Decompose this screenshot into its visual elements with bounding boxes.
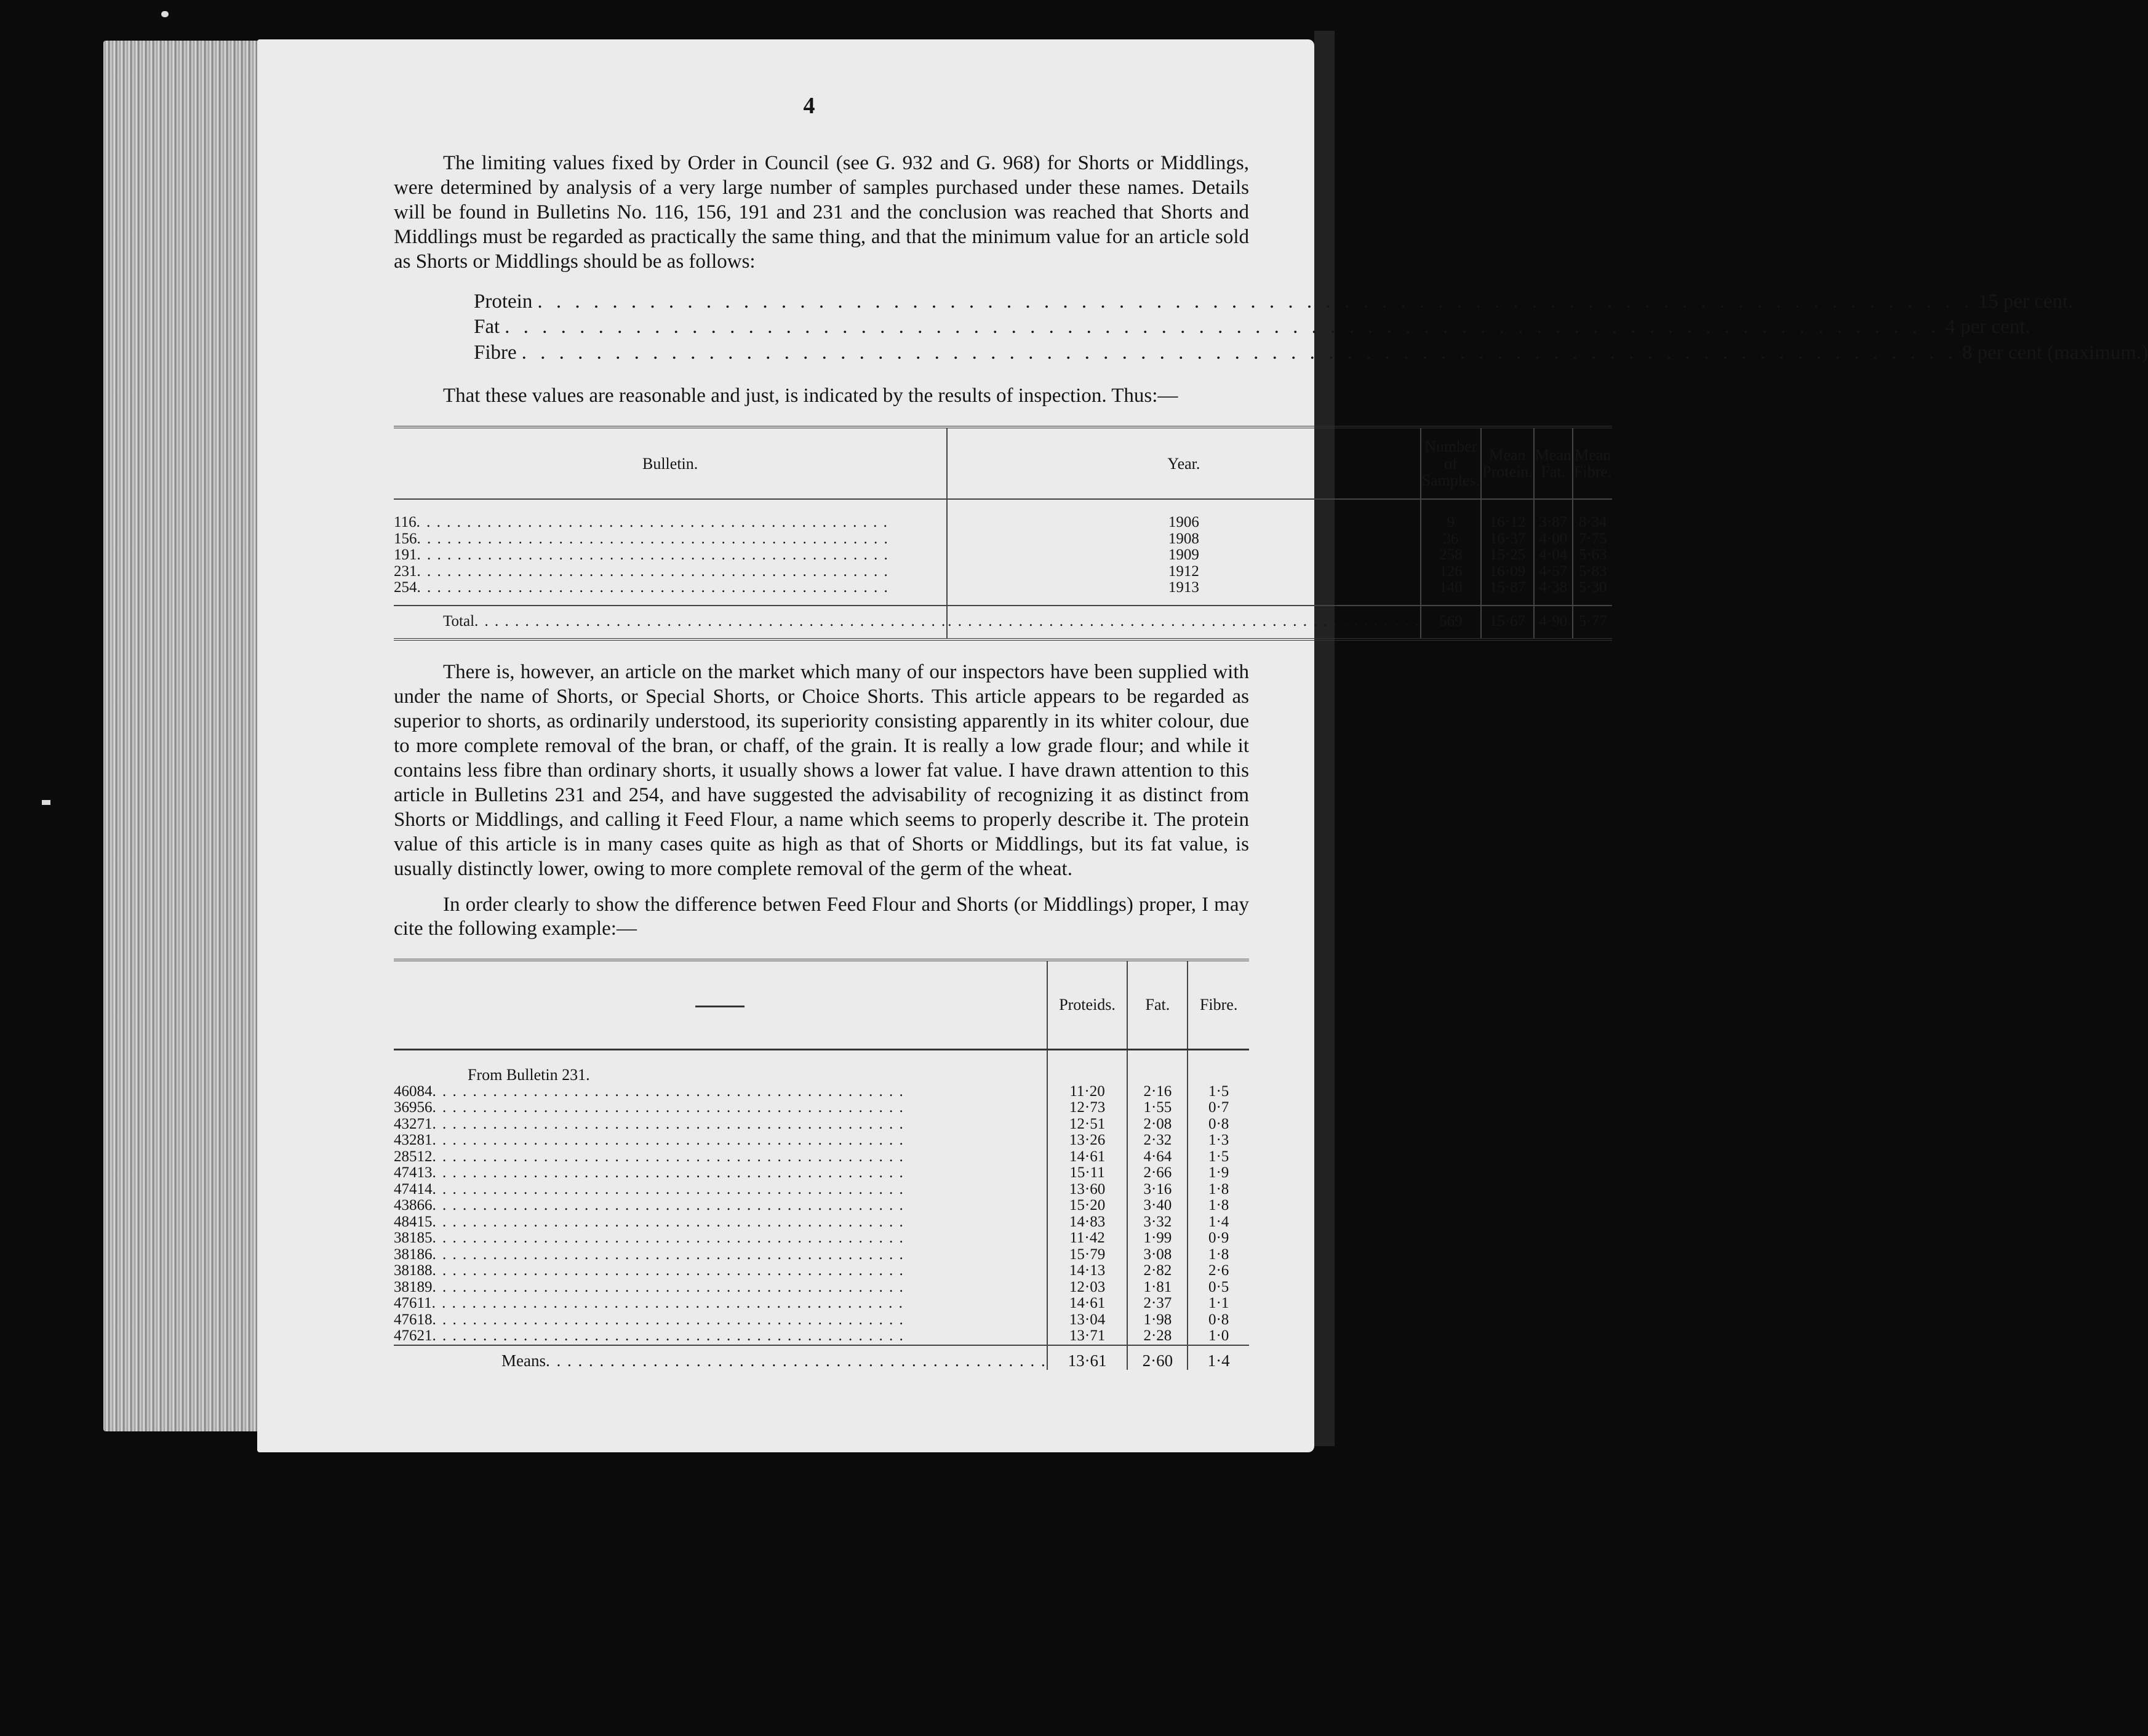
samples-cell: 140 xyxy=(1421,580,1482,606)
proteids-cell: 11·20 xyxy=(1047,1084,1128,1100)
leader-dots xyxy=(433,1230,904,1246)
sample-id: 47621 xyxy=(394,1327,433,1345)
limit-value: 15 per cent. xyxy=(1978,290,2074,313)
fat-cell: 1·81 xyxy=(1127,1279,1188,1296)
table-row xyxy=(394,1247,1249,1263)
col-header-bulletin: Bulletin. xyxy=(394,427,947,499)
table-row xyxy=(394,1328,1249,1345)
fibre-cell: 0·8 xyxy=(1188,1116,1249,1133)
protein-cell: 15·87 xyxy=(1481,580,1534,606)
table-row xyxy=(394,1165,1249,1182)
fat-cell: 3·08 xyxy=(1127,1247,1188,1263)
leader-dots xyxy=(433,1099,904,1116)
total-protein: 15·67 xyxy=(1481,606,1534,640)
proteids-cell: 13·04 xyxy=(1047,1312,1128,1329)
fat-cell: 2·82 xyxy=(1127,1263,1188,1279)
fibre-cell: 1·5 xyxy=(1188,1084,1249,1100)
fat-cell: 4·04 xyxy=(1534,547,1573,564)
fibre-cell: 1·8 xyxy=(1188,1198,1249,1214)
means-fibre: 1·4 xyxy=(1188,1345,1249,1370)
protein-cell: 16·12 xyxy=(1481,499,1534,531)
fat-cell: 1·98 xyxy=(1127,1312,1188,1329)
table-row xyxy=(394,580,1612,606)
protein-cell: 16·37 xyxy=(1481,531,1534,548)
scan-speck xyxy=(42,800,50,805)
sample-id: 46084 xyxy=(394,1082,433,1100)
means-proteids: 13·61 xyxy=(1047,1345,1128,1370)
fibre-cell: 0·9 xyxy=(1188,1230,1249,1247)
leader-dots xyxy=(433,1148,904,1165)
sample-id: 47611 xyxy=(394,1295,432,1312)
proteids-cell: 11·42 xyxy=(1047,1230,1128,1247)
leader-dots xyxy=(433,1246,904,1263)
fat-cell: 4·38 xyxy=(1534,580,1573,606)
total-samples: 569 xyxy=(1421,606,1482,640)
table-row xyxy=(394,1182,1249,1198)
leader-dots xyxy=(433,1327,904,1344)
fibre-cell: 0·5 xyxy=(1188,1279,1249,1296)
samples-cell: 36 xyxy=(1421,531,1482,548)
fibre-cell: 1·0 xyxy=(1188,1328,1249,1345)
leader-dots xyxy=(417,546,889,563)
table-row xyxy=(394,531,1612,548)
leader-dots xyxy=(417,579,889,596)
col-header-samples: Number of Samples. xyxy=(1421,427,1482,499)
limit-row xyxy=(474,289,2074,315)
total-fibre: 5·77 xyxy=(1573,606,1612,640)
sample-id: 28512 xyxy=(394,1148,433,1165)
means-label: Means xyxy=(501,1351,546,1370)
fat-cell: 2·08 xyxy=(1127,1116,1188,1133)
leader-dots xyxy=(433,1214,904,1230)
fibre-cell: 5·83 xyxy=(1573,564,1612,580)
leader-dots xyxy=(417,563,889,580)
page-content xyxy=(394,92,2148,1370)
total-label: Total xyxy=(443,612,475,630)
limit-row xyxy=(474,340,2148,366)
total-row xyxy=(394,606,1612,640)
section-row xyxy=(394,1050,1249,1084)
fat-cell: 3·32 xyxy=(1127,1214,1188,1231)
leader-dots xyxy=(433,1262,904,1279)
samples-cell: 9 xyxy=(1421,499,1482,531)
limit-row xyxy=(474,314,2030,340)
fibre-cell: 1·5 xyxy=(1188,1149,1249,1166)
sample-id: 36956 xyxy=(394,1099,433,1116)
fibre-cell: 1·3 xyxy=(1188,1132,1249,1149)
leader-dots xyxy=(417,530,889,547)
facing-page-edge xyxy=(1314,31,1335,1446)
sample-id: 43281 xyxy=(394,1132,433,1149)
fibre-cell: 1·4 xyxy=(1188,1214,1249,1231)
limit-label: Fibre xyxy=(474,341,517,364)
year-cell: 1913 xyxy=(947,580,1420,606)
protein-cell: 16·09 xyxy=(1481,564,1534,580)
col-header-fibre: Fibre. xyxy=(1188,960,1249,1050)
fat-cell: 1·55 xyxy=(1127,1100,1188,1116)
leader-dots xyxy=(417,514,888,530)
fat-cell: 3·40 xyxy=(1127,1198,1188,1214)
sample-id: 38189 xyxy=(394,1278,433,1295)
col-header-mean-fibre: Mean Fibre. xyxy=(1573,427,1612,499)
feed-flour-table xyxy=(394,959,1249,1369)
samples-cell: 258 xyxy=(1421,547,1482,564)
sample-id: 38186 xyxy=(394,1246,433,1263)
sample-id: 47413 xyxy=(394,1164,433,1182)
proteids-cell: 12·03 xyxy=(1047,1279,1128,1296)
proteids-cell: 13·71 xyxy=(1047,1328,1128,1345)
table-row xyxy=(394,1295,1249,1312)
paragraph-limiting-values: The limiting values fixed by Order in Council (see G. 932 and G. 968) for Shorts or Middlings, were determined by analysis of a very large number of samples purchased under these names. Details will be found in Bulletins No. 116, 156, 191 and 231 and the conclusion was reached that Shorts and Middlings must be regarded as practically the same thing, and that the minimum value for an article sold as Shorts or Middlings should be as follows: xyxy=(394,152,1249,273)
proteids-cell: 14·13 xyxy=(1047,1263,1128,1279)
fat-cell: 2·32 xyxy=(1127,1132,1188,1149)
sample-id: 48415 xyxy=(394,1213,433,1230)
leader-dots xyxy=(433,1181,904,1198)
table-row xyxy=(394,547,1612,564)
bulletin-cell: 254 xyxy=(394,579,417,596)
limits-list xyxy=(474,289,2148,366)
fibre-cell: 8·34 xyxy=(1573,499,1612,531)
page-stack-edges xyxy=(103,41,263,1431)
proteids-cell: 12·51 xyxy=(1047,1116,1128,1133)
fat-cell: 2·16 xyxy=(1127,1084,1188,1100)
fibre-cell: 7·75 xyxy=(1573,531,1612,548)
col-header-sample xyxy=(394,960,1047,1050)
means-row xyxy=(394,1345,1249,1370)
total-fat: 4·90 xyxy=(1534,606,1573,640)
year-cell: 1912 xyxy=(947,564,1420,580)
leader-dots xyxy=(500,314,1945,340)
table-row xyxy=(394,1279,1249,1296)
bulletin-cell: 191 xyxy=(394,546,417,564)
table-row xyxy=(394,1100,1249,1116)
col-header-proteids: Proteids. xyxy=(1047,960,1128,1050)
paragraph-inspection-results: That these values are reasonable and just, is indicated by the results of inspection. Thus:— xyxy=(443,385,1178,407)
leader-dots xyxy=(433,1132,904,1148)
proteids-cell: 15·11 xyxy=(1047,1165,1128,1182)
leader-dots xyxy=(433,1311,904,1328)
leader-dots xyxy=(433,1279,904,1295)
bulletin-cell: 116 xyxy=(394,514,417,531)
sample-id: 47414 xyxy=(394,1180,433,1198)
sample-id: 43866 xyxy=(394,1197,433,1214)
proteids-cell: 15·20 xyxy=(1047,1198,1128,1214)
fat-cell: 4·57 xyxy=(1534,564,1573,580)
limit-label: Protein xyxy=(474,290,533,313)
fat-cell: 1·99 xyxy=(1127,1230,1188,1247)
fat-cell: 4·64 xyxy=(1127,1149,1188,1166)
year-cell: 1908 xyxy=(947,531,1420,548)
col-header-year: Year. xyxy=(947,427,1420,499)
limit-label: Fat xyxy=(474,316,500,338)
proteids-cell: 12·73 xyxy=(1047,1100,1128,1116)
leader-dots xyxy=(546,1351,1047,1370)
leader-dots xyxy=(474,613,946,630)
leader-dots xyxy=(433,1164,904,1181)
paragraph-example-intro: In order clearly to show the difference betwen Feed Flour and Shorts (or Middlings) proper, I may cite the following example:— xyxy=(394,893,1249,940)
proteids-cell: 15·79 xyxy=(1047,1247,1128,1263)
protein-cell: 15·25 xyxy=(1481,547,1534,564)
bulletin-cell: 156 xyxy=(394,530,417,547)
paragraph-feed-flour: There is, however, an article on the market which many of our inspectors have been supplied with under the name of Shorts, or Special Shorts, or Choice Shorts. This article appears to be regarded as superior to shorts, as ordinarily understood, its superiority consisting apparently in its whiter colour, due to more complete removal of the bran, or chaff, of the grain. It is really a low grade flour; and while it contains less fibre than ordinary shorts, it usually shows a lower fat value. I have drawn attention to this article in Bulletins 231 and 254, and have suggested the advisability of recognizing it as distinct from Shorts or Middlings, and calling it Feed Flour, a name which seems to properly describe it. The protein value of this article is in many cases quite as high as that of Shorts or Middlings, but its fat value, is usually distinctly lower, owing to more complete removal of the germ of the wheat. xyxy=(394,661,1249,880)
leader-dots xyxy=(948,613,1419,630)
col-header-mean-protein: Mean Protein. xyxy=(1481,427,1534,499)
fibre-cell: 2·6 xyxy=(1188,1263,1249,1279)
fat-cell: 4·00 xyxy=(1534,531,1573,548)
proteids-cell: 13·26 xyxy=(1047,1132,1128,1149)
fat-cell: 3·16 xyxy=(1127,1182,1188,1198)
leader-dots xyxy=(517,340,1962,366)
leader-dots xyxy=(433,1116,904,1132)
col-header-fat: Fat. xyxy=(1127,960,1188,1050)
limit-value: 8 per cent (maximum.) xyxy=(1962,341,2148,364)
bulletin-cell: 231 xyxy=(394,562,417,580)
fat-cell: 2·66 xyxy=(1127,1165,1188,1182)
proteids-cell: 14·61 xyxy=(1047,1295,1128,1312)
fibre-cell: 1·9 xyxy=(1188,1165,1249,1182)
year-cell: 1909 xyxy=(947,547,1420,564)
table-row xyxy=(394,1084,1249,1100)
scan-speck xyxy=(161,11,169,17)
table-row xyxy=(394,1198,1249,1214)
proteids-cell: 14·83 xyxy=(1047,1214,1128,1231)
means-fat: 2·60 xyxy=(1127,1345,1188,1370)
leader-dots xyxy=(433,1083,904,1100)
fat-cell: 2·37 xyxy=(1127,1295,1188,1312)
table-row xyxy=(394,564,1612,580)
section-label: From Bulletin 231. xyxy=(468,1066,590,1084)
proteids-cell: 14·61 xyxy=(1047,1149,1128,1166)
leader-dots xyxy=(432,1295,904,1311)
fibre-cell: 1·1 xyxy=(1188,1295,1249,1312)
table-row xyxy=(394,1230,1249,1247)
proteids-cell: 13·60 xyxy=(1047,1182,1128,1198)
table-row xyxy=(394,1132,1249,1149)
samples-cell: 126 xyxy=(1421,564,1482,580)
fat-cell: 2·28 xyxy=(1127,1328,1188,1345)
page-number: 4 xyxy=(803,93,815,119)
leader-dots xyxy=(532,289,1978,315)
table-row xyxy=(394,1116,1249,1133)
fibre-cell: 1·8 xyxy=(1188,1247,1249,1263)
table-row xyxy=(394,1149,1249,1166)
sample-id: 38185 xyxy=(394,1230,433,1247)
fibre-cell: 0·8 xyxy=(1188,1312,1249,1329)
sample-id: 38188 xyxy=(394,1262,433,1279)
bulletin-summary-table xyxy=(394,426,1612,641)
col-header-mean-fat: Mean Fat. xyxy=(1534,427,1573,499)
sample-id: 43271 xyxy=(394,1115,433,1132)
table-row xyxy=(394,1263,1249,1279)
limit-value: 4 per cent. xyxy=(1945,316,2030,338)
sample-id: 47618 xyxy=(394,1311,433,1328)
dash-mark xyxy=(695,1006,745,1007)
fibre-cell: 5·63 xyxy=(1573,547,1612,564)
fibre-cell: 1·8 xyxy=(1188,1182,1249,1198)
fibre-cell: 0·7 xyxy=(1188,1100,1249,1116)
leader-dots xyxy=(433,1197,904,1214)
table-row xyxy=(394,499,1612,531)
table-row xyxy=(394,1214,1249,1231)
table-row xyxy=(394,1312,1249,1329)
year-cell: 1906 xyxy=(947,499,1420,531)
fibre-cell: 5·30 xyxy=(1573,580,1612,606)
fat-cell: 3·87 xyxy=(1534,499,1573,531)
